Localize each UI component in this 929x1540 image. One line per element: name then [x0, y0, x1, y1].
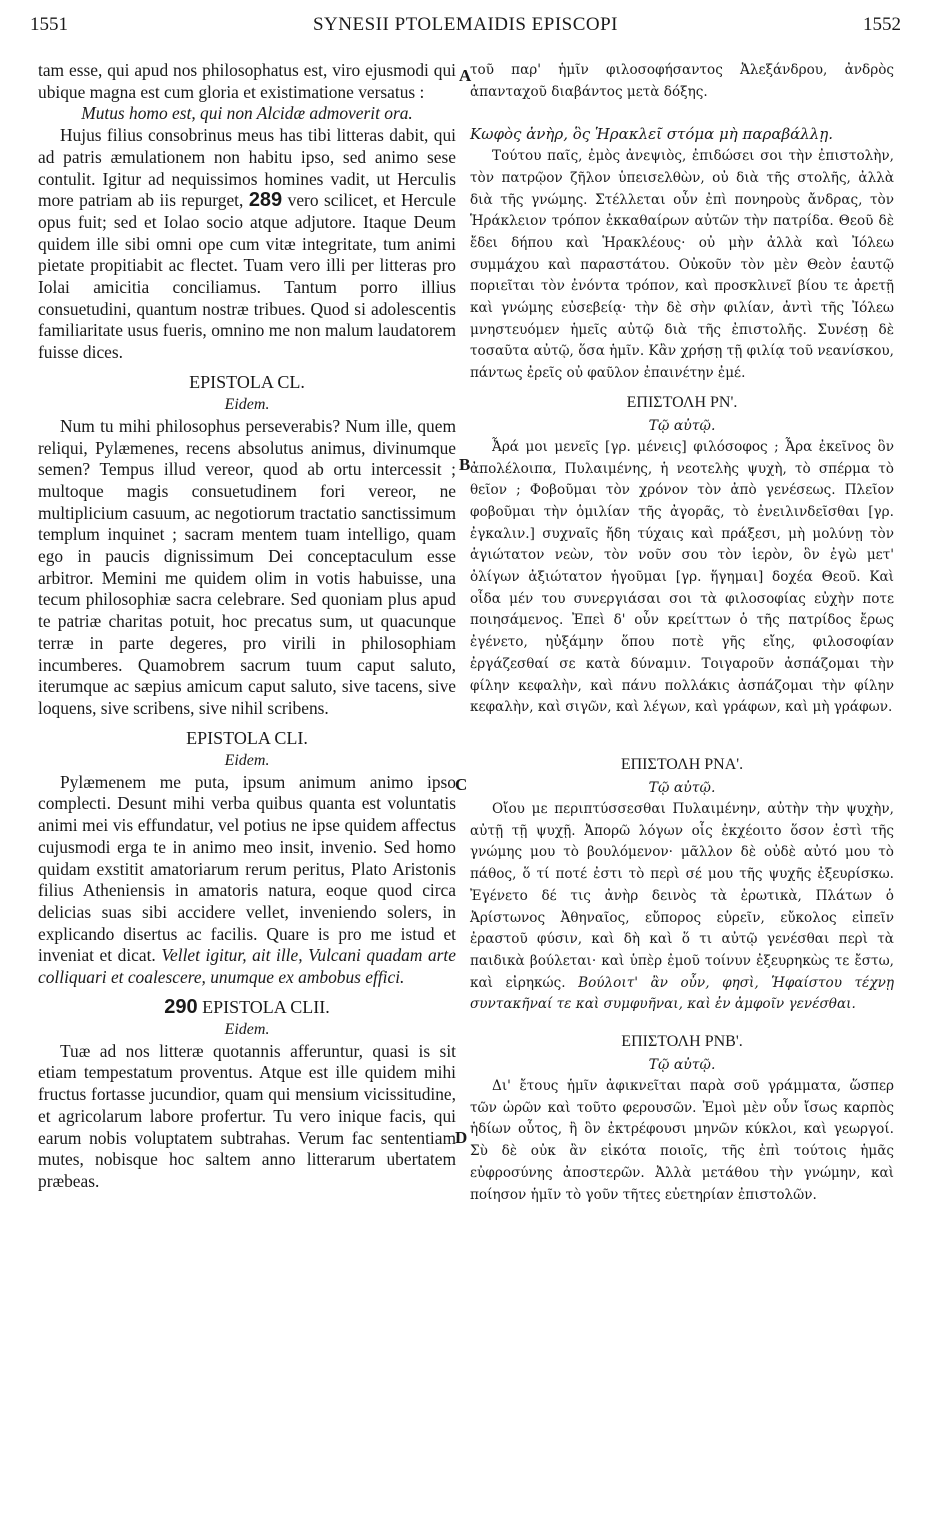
running-header	[30, 8, 901, 38]
greek-column	[470, 60, 894, 1206]
epistle-152-text-greek: Δι' ἔτους ἡμῖν ἀφικνεῖται παρὰ σοῦ γράμματα, ὥσπερ τῶν ὡρῶν καὶ τοῦτο φερουσῶν. Ἐμοὶ μὲν οὖν ἴσως καρπὸς ἡδίων οὗτος, ἢ ὃν ἐκτρέφουσι μηνῶν κύκλοι, καὶ γεωργοί. Σὺ δὲ οὐκ ἂν εἰκότα ποιοῖς, τῆς ἐπὶ τούτοις ἡμᾶς εὐφροσύνης ἀποστερῶν. Ἀλλὰ μετάθου τὴν γνώμην, καὶ ποίησον ἡμῖν τὸ γοῦν τῆτες εὐετηρίαν ἐπιστολῶν.	[470, 1078, 894, 1203]
epistle-151-title-latin: EPISTOLA CLI.	[186, 727, 308, 748]
epistle-150-recipient-greek: Τῷ αὐτῷ.	[648, 417, 716, 434]
greek-paragraph: Τούτου παῖς, ἐμὸς ἀνεψιὸς, ἐπιδώσει σοι τὴν ἐπιστολὴν, τὸν πατρῷον ζῆλον ὑπεισελθὼν, οὐ διὰ τῆς στολῆς, ἀλλὰ διὰ τῆς γνώμης. Στέλλεται οὖν ἐπὶ πονηροὺς ἄνδρας, τὸν Ἡράκλειον τρόπον ἐκκαθαίρων αὐτῶν τὴν πατρίδα. Θεοῦ δὲ ἔδει δήπου καὶ Ἡρακλέους· οὐ μὴν ἀλλὰ καὶ Ἰόλεω συμμάχου καὶ παραστάτου. Οὐκοῦν τὸν μὲν Θεὸν ἑαυτῷ ποριεῖται τὸν ἐνόντα τρόπον, καὶ προσκλινεῖ βίου τε ἀρετῇ καὶ γνώμης εὐσεβείᾳ· τὴν δὲ σὴν φιλίαν, ἀντὶ τῆς Ἰόλεω μνηστευόμεν ἡμεῖς αὐτῷ διὰ τῆς ἐπιστολῆς. Συνέσῃ δὲ τοσαῦτα αὐτῷ, ὅσα ἡμῖν. Κἂν χρήσῃ τῇ φιλίᾳ τοῦ νεανίσκου, πάντως ἐρεῖς οὐ φαῦλον ἐπαινέτην ἐμέ.	[470, 148, 894, 382]
epistle-151-quote-greek: Βούλοιτ' ἂν οὖν, φησὶ, Ἡφαίστου τέχνῃ συντακῆναί τε καὶ συμφυῆναι, καὶ ἐν ἀμφοῖν γενέσθαι.	[470, 974, 894, 1013]
epistle-152-title-latin	[38, 995, 456, 1019]
epistle-151-text-latin	[38, 772, 456, 989]
epistle-151-recipient-greek: Τῷ αὐτῷ.	[648, 779, 716, 796]
epistle-151-title-greek: ΕΠΙΣΤΟΛΗ ΡΝΑ'.	[620, 755, 744, 773]
epistle-151-text-greek	[470, 799, 894, 1016]
latin-paragraph-part2: vero scilicet, et Hercule opus fuit; sed et Iolao socio atque adjutore. Itaque Deum quidem ille sibi omni ope cum vitæ integritate, tum animi pietate propitiabit ac flectet. Tuam vero illi per litteras pro Iolai amicitia conciliamus. Tantum porro illius consuetudini, quantum nostræ tribues. Quod si adolescentis familiaritate usus fueris, omnino me non malum laudatorem fuisse dices.	[38, 190, 456, 363]
latin-intro: tam esse, qui apud nos philosophatus est, viro ejusmodi qui ubique magna est cum gloria et existimatione versatus :	[38, 60, 456, 102]
epistle-152-title-text: EPISTOLA CLII.	[202, 996, 330, 1017]
epistle-150-recipient-latin: Eidem.	[224, 395, 270, 413]
margin-letter-d: D	[455, 1128, 468, 1147]
epistle-152-title-greek: ΕΠΙΣΤΟΛΗ ΡΝΒ'.	[621, 1033, 743, 1051]
page-marker-289: 289	[248, 189, 283, 212]
latin-paragraph	[38, 125, 456, 364]
epistle-150-title-greek: ΕΠΙΣΤΟΛΗ ΡΝ'.	[626, 393, 738, 411]
page-number-right: 1552	[863, 14, 901, 35]
epistle-150-text-latin: Num tu mihi philosophus perseverabis? Num ille, quem reliqui, Pylæmenes, recens absolutus animus, divinumque semen? Tempus illud vereor, quod ab ortu intercessit ; multoque magis consuetudinem fori vereor, ne multiplicium casuum, ac negotiorum tractatio sanctissimum templum inquinet ; sacram mentem tuam intelligo, quam ego in paucis dignissimum Dei conceptaculum esse arbitror. Memini me quidem olim in votis habuisse, una tecum philosophiæ sacra celebrare. Sed quoniam plus apud te patriæ charitas potuit, hoc precatus sum, ut quacunque terræ in parte degeres, pro virili in philosophiam incumberes. Quamobrem sacrum tuum caput saluto, iterumque ac sæpius amicum caput saluto, sive tacens, sive loquens, sive scribens, sive nihil scribens.	[38, 415, 456, 718]
epistle-151-body-latin: Pylæmenem me puta, ipsum animum animo ipso complecti. Desunt mihi verba quibus quanta est voluntatis animi mei vis effundatur, vel potius ne ipse quidem affectus cujusmodi erga te in animo meo insit, invenio. Sed homo quidam exstitit amatoriarum rerum peritus, Plato Aristonis filius Atheniensis in amatoris natura, eoque quod circa delicias suas sibi accidere vellet, inveniendo solers, in explicando disertus ac facilis. Quare is pro me istud et inveniat et dicat.	[38, 771, 456, 966]
epistle-152-recipient-greek: Τῷ αὐτῷ.	[648, 1057, 716, 1074]
margin-letter-b: B	[459, 455, 471, 474]
latin-quote: Mutus homo est, qui non Alcidæ admoverit ora.	[81, 103, 413, 124]
epistle-151-body-greek: Οἴου με περιπτύσσεσθαι Πυλαιμένην, αὐτὴν τὴν ψυχὴν, αὐτῇ τῇ ψυχῇ. Ἀπορῶ λόγων οἷς ἐκχέοιτο ὅσον ἐστὶ τῆς γνώμης μου τὸ βουλόμενον· μᾶλλον δὲ οὐδὲ αὐτό μου τὸ πάθος, ὅ τί ποτέ ἐστι τὸ περὶ σέ μου τῆς ψυχῆς ἐξευρίσκω. Ἐγένετο δέ τις ἀνὴρ δεινὸς τὰ ἐρωτικὰ, Πλάτων ὁ Ἀρίστωνος Ἀθηναῖος, εὔπορος εὑρεῖν, εὔκολος εἰπεῖν ἐραστοῦ φύσιν, καὶ δὴ καὶ ὅ τι αὐτῷ γενέσθαι περὶ τὰ παιδικὰ βούλεται· καὶ ὑπὲρ ἐμοῦ τοίνυν ἐξευρηκὼς τε ἔστω, καὶ εἰρηκώς.	[470, 800, 894, 991]
margin-letter-a: A	[459, 66, 472, 85]
epistle-152-text-latin: Tuæ ad nos litteræ quotannis afferuntur, quasi is sit etiam tempestatum proventus. Atque est ille quidem mihi fructus fortasse jucundior, quam qui mensium vicissitudine, et agricolarum labore profertur. Tu vero inique facis, qui earum nobis voluptatem subtrahas. Verum fac sententiam mutes, nobisque hoc saltem anno litterarum ubertatem præbeas.	[38, 1040, 456, 1191]
page-marker-290: 290	[164, 995, 198, 1018]
latin-paragraph-part1: Hujus filius consobrinus meus has tibi litteras dabit, qui ad patris æmulationem non habitu ipso, sed animo sese contulit. Igitur ad nequissimos homines vadit, ut Herculis more patriam ab iis repurget,	[38, 125, 456, 211]
margin-letter-c: C	[455, 775, 468, 794]
greek-intro: τοῦ παρ' ἡμῖν φιλοσοφήσαντος Ἀλεξάνδρου, ἀνδρὸς ἁπανταχοῦ διαβάντος μετὰ δόξης.	[470, 62, 894, 100]
epistle-151-recipient-latin: Eidem.	[224, 751, 270, 769]
greek-quote: Κωφὸς ἀνὴρ, ὃς Ἡρακλεῖ στόμα μὴ παραβάλλῃ.	[470, 125, 834, 144]
page-number-left: 1551	[30, 14, 68, 35]
epistle-150-text-greek: Ἆρά μοι μενεῖς [γρ. μένεις] φιλόσοφος ; Ἆρα ἐκεῖνος ὃν ἀπολέλοιπα, Πυλαιμένης, ἡ νεοτελὴς ψυχὴ, τὸ σπέρμα τὸ θεῖον ; Φοβοῦμαι τὸν χρόνον τὸν ἀπὸ γενέσεως. Πλεῖον φοβοῦμαι τὴν ὁμιλίαν τῆς ἀγορᾶς, τὸ ἐνειλινδεῖσθαι [γρ. ἐγκαλιν.] συχναῖς ἤδη τύχαις καὶ πράξεσι, μὴ μολύνῃ τὸν ἁγιώτατον νεὼν, τὸν νοῦν σου τὸν ἱερὸν, ὃν ἐγὼ μετ' ὀλίγων ἀξιώτατον ἡγοῦμαι [γρ. ἥγημαι] δοχέα Θεοῦ. Καὶ οἶδα μέν του συνεργιάσαι σοι τὰ φιλοσοφίας εὐχὴν ποτε ποιησάμενος. Ἐπεὶ δ' οὖν κρείττων ὁ τῆς πατρίδος ἔρως ἐγένετο, ηὐξάμην ὅπου ποτὲ γῆς εἴης, φιλοσοφίαν ἐργάζεσθαί σε κατὰ δύναμιν. Τοιγαροῦν ἀσπάζομαι τὴν φίλην κεφαλὴν, καὶ πάνυ πολλάκις ἀσπάζομαι τὴν φίλην κεφαλὴν, καὶ σιγῶν, καὶ λέγων, καὶ γράφων, καὶ μὴ γράφων.	[470, 438, 894, 716]
running-title: SYNESII PTOLEMAIDIS EPISCOPI	[312, 14, 618, 35]
epistle-151-quote-latin: Vellet igitur, ait ille, Vulcani quadam arte colliquari et coalescere, unumque ex ambobus effici.	[38, 945, 456, 988]
epistle-150-title-latin: EPISTOLA CL.	[189, 371, 305, 392]
latin-column	[38, 60, 456, 1193]
epistle-152-recipient-latin: Eidem.	[224, 1020, 270, 1038]
